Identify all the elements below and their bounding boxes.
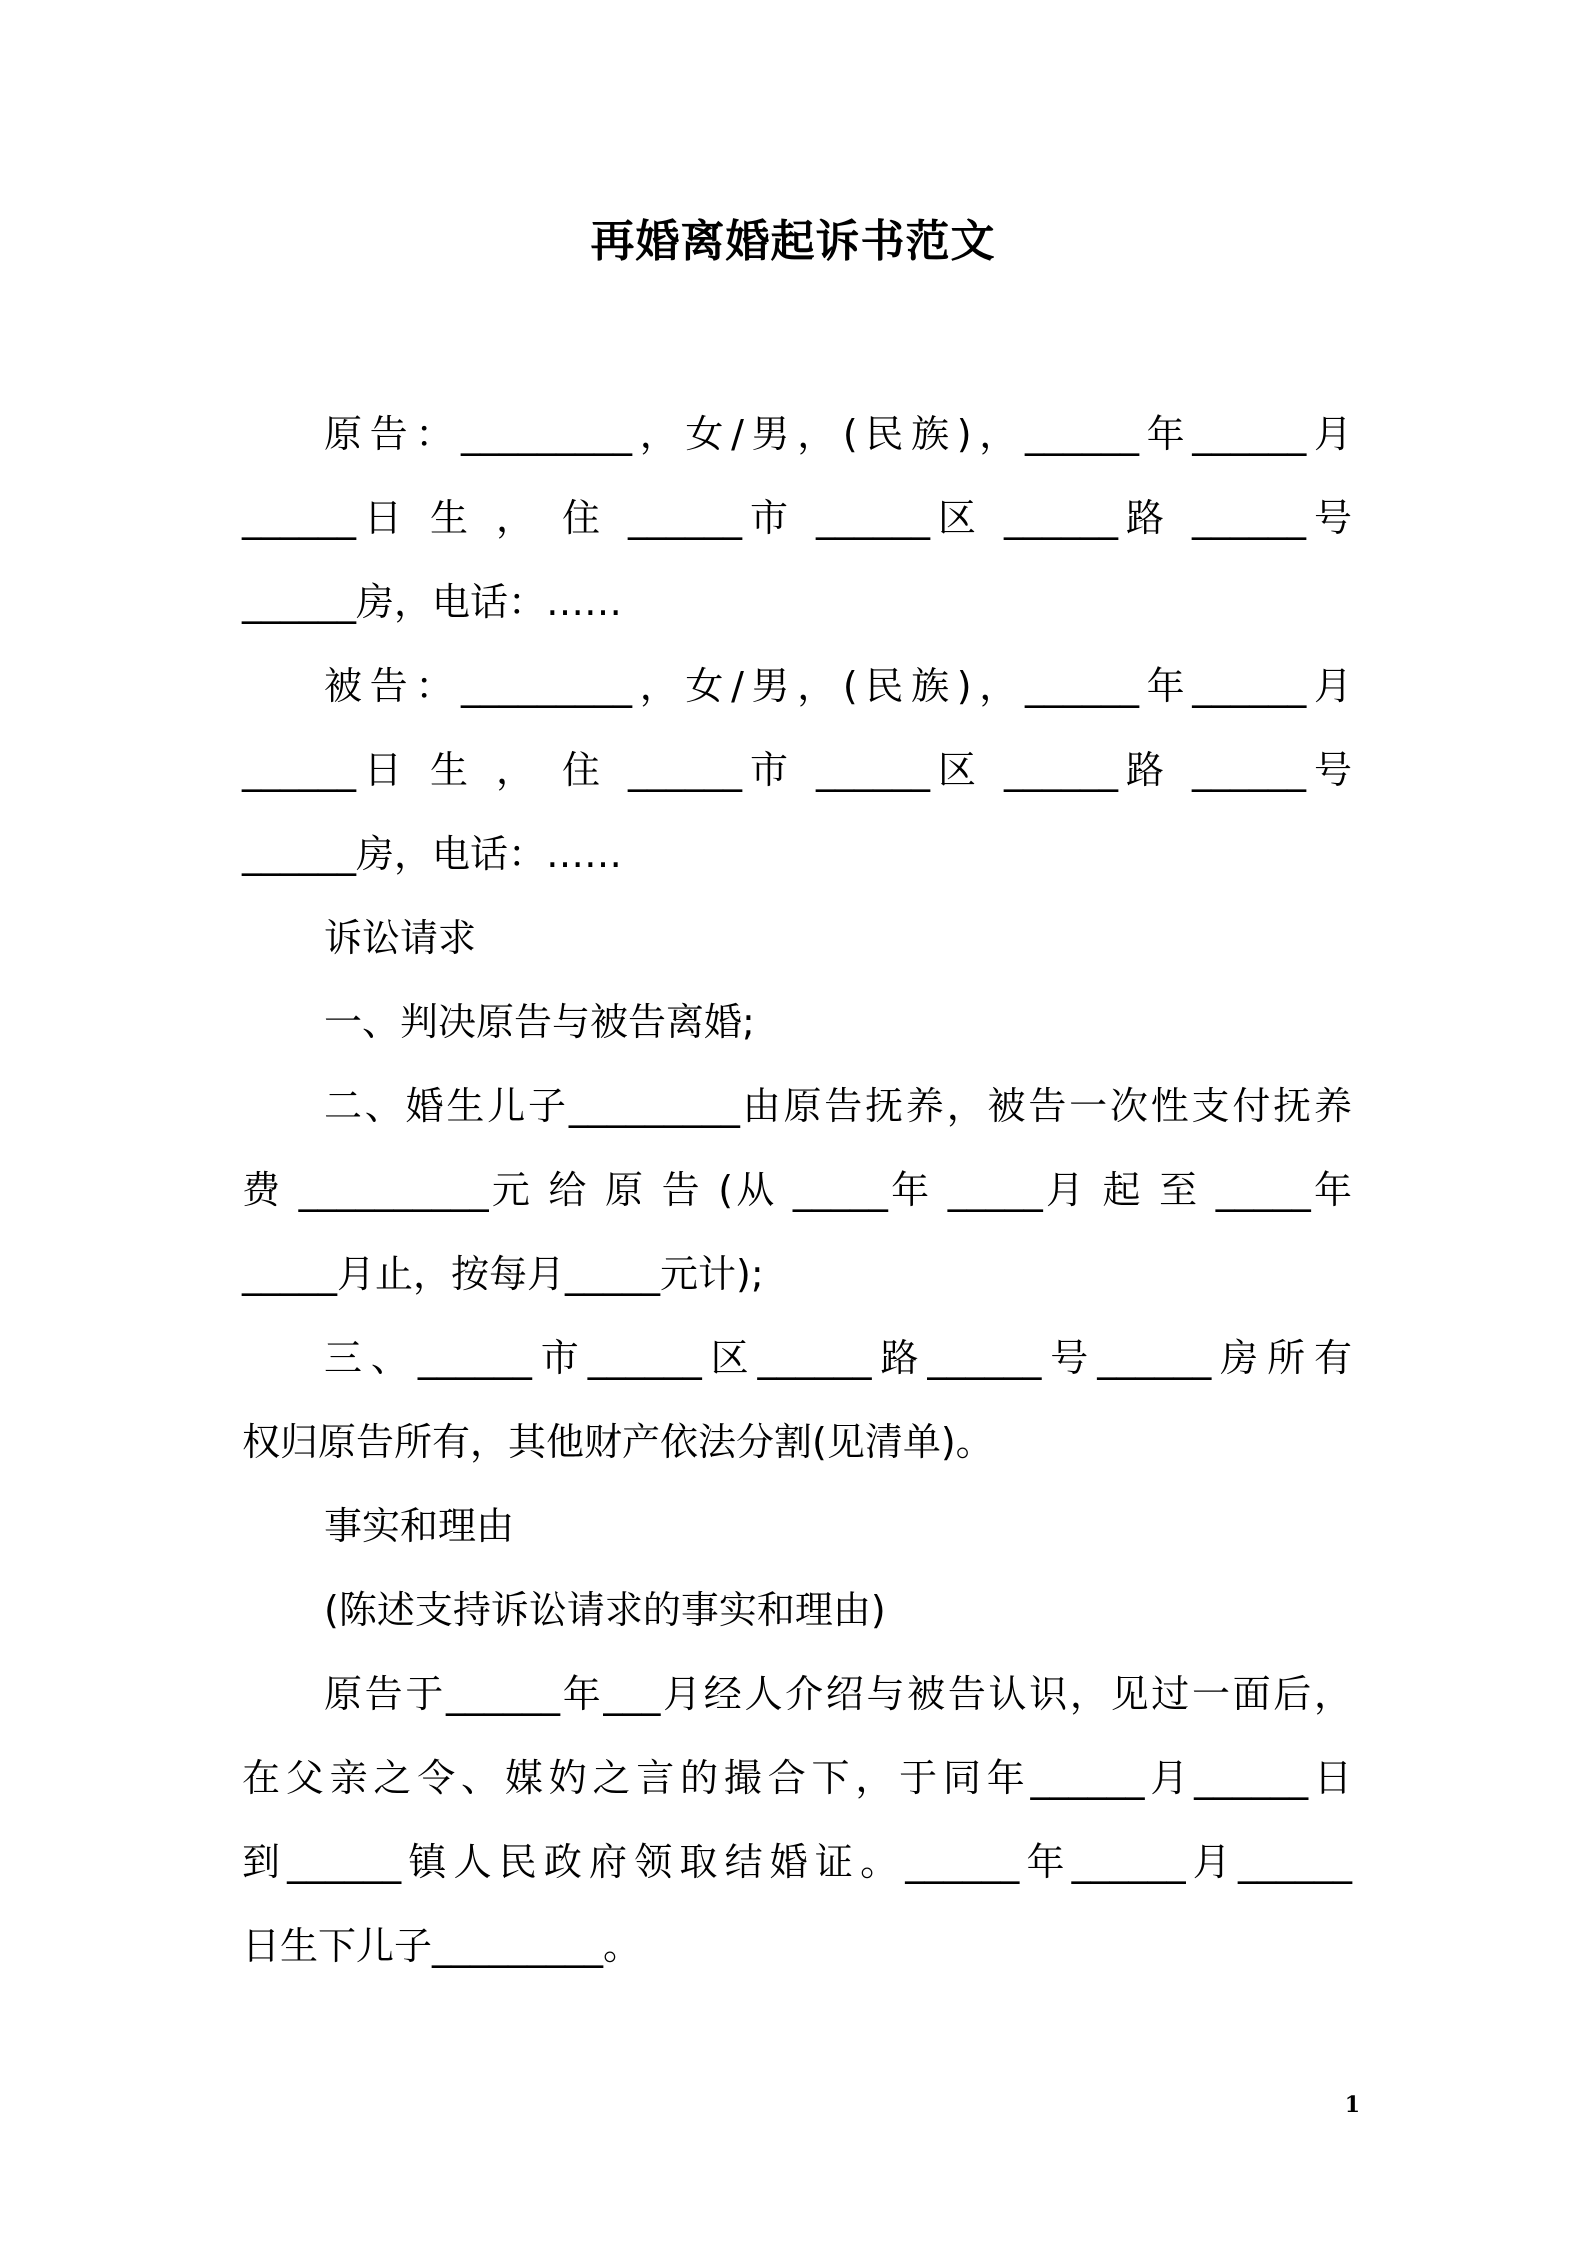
plaintiff-line-3: ______房，电话：……	[242, 580, 623, 624]
defendant-line-3: ______房，电话：……	[242, 832, 623, 876]
plaintiff-line-1: 原告：_________，女/男，(民族)，______年______月	[324, 412, 1352, 456]
defendant-line-2: ______日 生 ， 住 ______市 ______区 ______路 ______号	[242, 748, 1352, 792]
facts-paragraph-line-2: 在父亲之令、媒妁之言的撮合下，于同年______月______日	[242, 1756, 1352, 1800]
facts-paragraph-line-1: 原告于______年___月经人介绍与被告认识，见过一面后，	[324, 1672, 1352, 1716]
facts-paragraph-line-3: 到______镇人民政府领取结婚证。______年______月______	[242, 1840, 1352, 1884]
section-heading-facts: 事实和理由	[324, 1504, 515, 1548]
claim-item-1: 一、判决原告与被告离婚;	[324, 1000, 755, 1044]
section-heading-claims: 诉讼请求	[324, 916, 477, 960]
facts-note: (陈述支持诉讼请求的事实和理由)	[324, 1588, 886, 1632]
document-title: 再婚离婚起诉书范文	[590, 216, 996, 267]
claim-item-3-line-1: 三、______市______区______路______号______房所有	[324, 1336, 1352, 1380]
claim-item-2-line-2: 费 __________元 给 原 告 (从 _____年 _____月 起 至 _____年	[242, 1168, 1352, 1212]
claim-item-3-line-2: 权归原告所有，其他财产依法分割(见清单)。	[242, 1420, 994, 1464]
claim-item-2-line-3: _____月止，按每月_____元计);	[242, 1252, 764, 1296]
plaintiff-line-2: ______日 生 ， 住 ______市 ______区 ______路 ______号	[242, 496, 1352, 540]
defendant-line-1: 被告：_________，女/男，(民族)，______年______月	[324, 664, 1352, 708]
claim-item-2-line-1: 二、婚生儿子_________由原告抚养，被告一次性支付抚养	[324, 1084, 1352, 1128]
facts-paragraph-line-4: 日生下儿子_________。	[242, 1924, 642, 1968]
page-number: 1	[1344, 2092, 1360, 2118]
